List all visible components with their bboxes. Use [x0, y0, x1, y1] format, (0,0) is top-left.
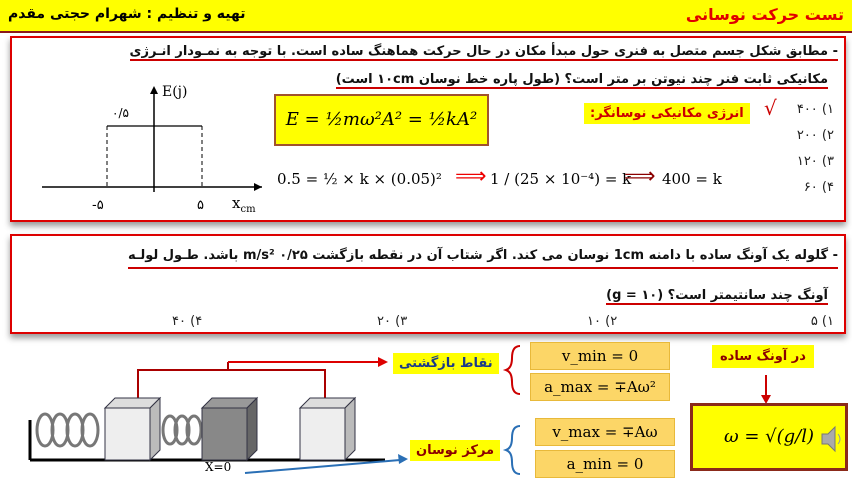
- correct-check-icon: √: [764, 96, 777, 120]
- vmax-box: v_max = ∓Aω: [535, 418, 675, 446]
- down-arrow-icon: [760, 375, 772, 405]
- author-credit: تهیه و تنظیم : شهرام حجتی مقدم: [8, 6, 246, 22]
- y-value-label: ۰/۵: [112, 106, 129, 120]
- q2-option-4[interactable]: ۴) ۴۰: [172, 314, 203, 329]
- q2-option-3[interactable]: ۳) ۲۰: [377, 314, 408, 329]
- q2-line1: - گلوله یک آونگ ساده با دامنه 1cm نوسان می کند. اگر شتاب آن در نقطه بازگشت ۰/۲۵ m/s² باشد. طـول لولـه: [128, 248, 838, 269]
- q1-option-4[interactable]: ۴) ۶۰: [803, 180, 834, 195]
- x-axis-arrow: [254, 183, 262, 191]
- omega-formula-box: ω = √(g/l): [690, 403, 848, 471]
- slide-title: تست حرکت نوسانی: [685, 5, 844, 24]
- implies-arrow-2: ⟹: [624, 164, 656, 189]
- q1-line1: - مطابق شکل جسم متصل به فنری حول مبدأ مکان در حال حرکت هماهنگ ساده است. با توجه به نمـودار انـرژی: [129, 44, 838, 59]
- q1-option-1[interactable]: ۱) ۴۰۰: [796, 102, 834, 117]
- turning-bracket: [138, 370, 325, 400]
- oscillation-center-label: مرکز نوسان: [410, 440, 500, 461]
- hint-label: انرژی مکانیکی نوسانگر:: [584, 103, 750, 124]
- block-right: [300, 398, 355, 460]
- solution-step-1: 0.5 = ½ × k × (0.05)²: [277, 170, 442, 188]
- speaker-icon[interactable]: [820, 425, 846, 453]
- solution-step-3: 400 = k: [662, 170, 722, 188]
- vmin-box: v_min = 0: [530, 342, 670, 370]
- block-center: [202, 398, 257, 460]
- q1-line2: مکانیکی ثابت فنر چند نیوتن بر متر است؟ (طول پاره خط نوسان ۱۰cm است): [335, 72, 828, 87]
- x0-label: X=0: [205, 460, 232, 474]
- y-axis-arrow: [150, 86, 158, 94]
- brace-red: [506, 346, 520, 394]
- solution-step-2: 1 / (25 × 10⁻⁴) = k: [490, 170, 632, 188]
- center-arrow: [245, 460, 400, 473]
- block-left: [105, 398, 160, 460]
- turning-points-label: نقاط بازگشتی: [393, 353, 499, 374]
- header-bar: [0, 0, 852, 33]
- implies-arrow-1: ⟹: [455, 164, 487, 189]
- question-1-panel: [10, 36, 846, 222]
- x-axis-label: $x_{cm}$: [232, 194, 256, 215]
- y-axis-label: E(j): [162, 84, 188, 100]
- pendulum-label: در آونگ ساده: [712, 345, 814, 368]
- energy-formula-box: E = ½mω²A² = ½kA²: [274, 94, 489, 146]
- brace-blue: [506, 426, 520, 474]
- amin-box: a_min = 0: [535, 450, 675, 478]
- q2-line2: آونگ چند سانتیمتر است؟ (g = ۱۰): [606, 288, 828, 303]
- question-2-panel: [10, 234, 846, 334]
- q1-option-3[interactable]: ۳) ۱۲۰: [796, 154, 834, 169]
- q2-option-1[interactable]: ۱) ۵: [810, 314, 834, 329]
- q1-option-2[interactable]: ۲) ۲۰۰: [796, 128, 834, 143]
- q2-option-2[interactable]: ۲) ۱۰: [587, 314, 618, 329]
- x-pos-label: ۵: [197, 198, 204, 213]
- amax-box: a_max = ∓Aω²: [530, 373, 670, 401]
- x-neg-label: -۵: [92, 198, 104, 213]
